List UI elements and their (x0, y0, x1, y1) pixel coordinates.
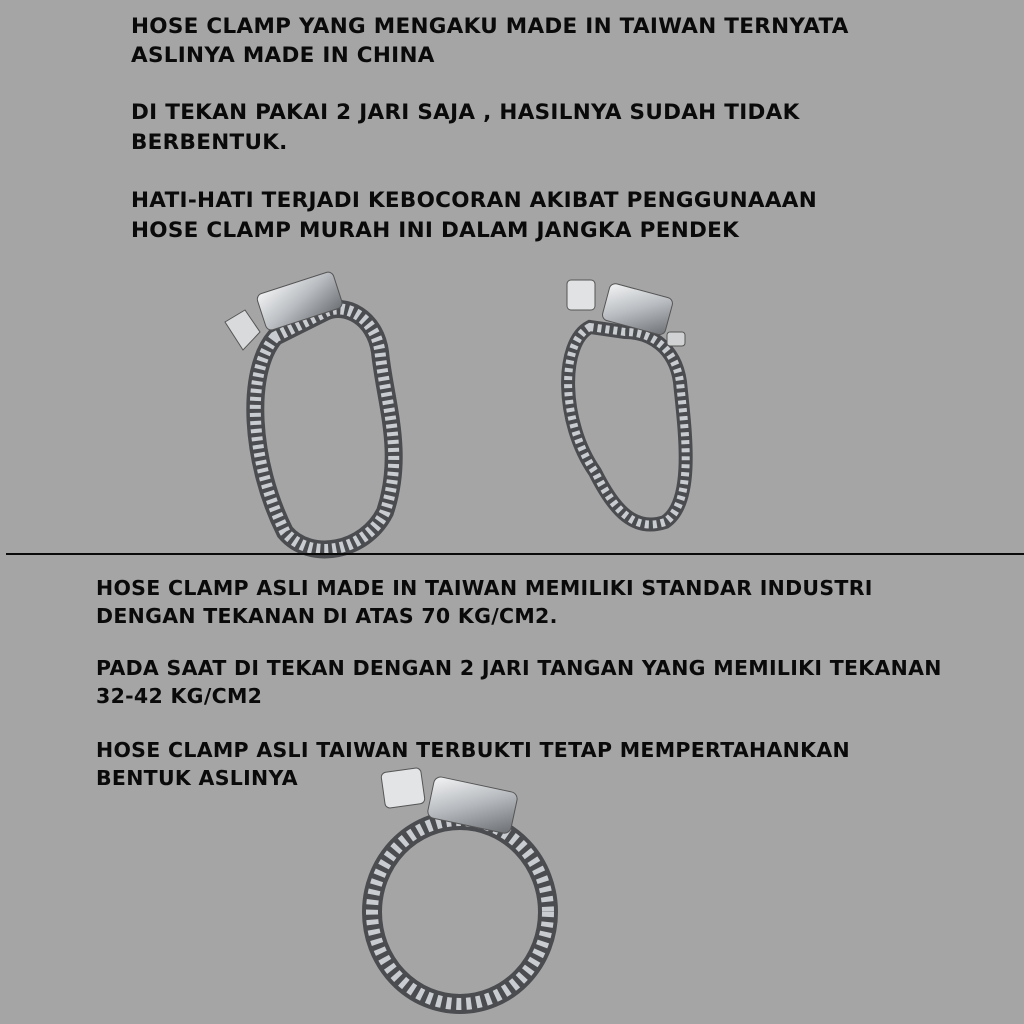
bottom-line-2: DENGAN TEKANAN DI ATAS 70 KG/CM2. (96, 604, 558, 628)
top-line-2: ASLINYA MADE IN CHINA (131, 43, 435, 68)
top-line-3: DI TEKAN PAKAI 2 JARI SAJA , HASILNYA SUDAH TIDAK (131, 100, 800, 125)
bottom-line-3: PADA SAAT DI TEKAN DENGAN 2 JARI TANGAN YANG MEMILIKI TEKANAN (96, 656, 942, 680)
bottom-line-5: HOSE CLAMP ASLI TAIWAN TERBUKTI TETAP MEMPERTAHANKAN (96, 738, 850, 762)
section-divider (6, 553, 1024, 555)
bottom-line-4: 32-42 KG/CM2 (96, 684, 263, 708)
bottom-line-6: BENTUK ASLINYA (96, 766, 298, 790)
top-line-1: HOSE CLAMP YANG MENGAKU MADE IN TAIWAN TERNYATA (131, 14, 849, 39)
deformed-clamp-left-image (215, 262, 415, 562)
bottom-line-1: HOSE CLAMP ASLI MADE IN TAIWAN MEMILIKI STANDAR INDUSTRI (96, 576, 873, 600)
original-clamp-image (355, 762, 570, 1012)
top-line-6: HOSE CLAMP MURAH INI DALAM JANGKA PENDEK (131, 218, 740, 243)
top-line-5: HATI-HATI TERJADI KEBOCORAN AKIBAT PENGGUNAAAN (131, 188, 817, 213)
deformed-clamp-right-image (555, 272, 705, 542)
top-line-4: BERBENTUK. (131, 130, 288, 155)
